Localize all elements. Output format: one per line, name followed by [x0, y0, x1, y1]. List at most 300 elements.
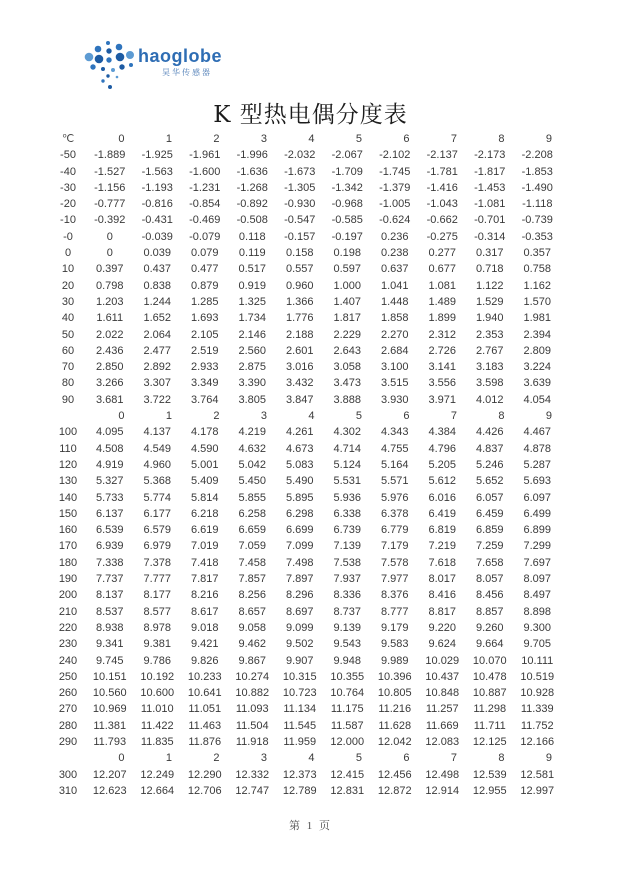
unit-header-cell	[50, 408, 86, 424]
value-cell: 5.450	[238, 475, 267, 488]
value-cell: 4.095	[95, 426, 124, 439]
value-cell: 5.124	[333, 458, 362, 471]
value-cell: -2.032	[284, 149, 316, 162]
value-cell: 5.936	[333, 491, 362, 504]
value-cell: 0	[106, 230, 113, 243]
column-header-cell: 3	[260, 752, 267, 765]
value-cell: -1.925	[141, 149, 173, 162]
value-cell: 9.220	[428, 621, 457, 634]
value-cell: 12.914	[425, 784, 460, 797]
value-cell: 5.327	[95, 475, 124, 488]
value-cell: 10.723	[282, 687, 317, 700]
value-cell: 4.054	[523, 393, 552, 406]
value-cell: 8.256	[238, 589, 267, 602]
value-cell: 1.899	[428, 312, 457, 325]
value-cell: 12.249	[140, 768, 175, 781]
column-header-cell: 2	[213, 752, 220, 765]
value-cell: 3.805	[238, 393, 267, 406]
value-cell: 11.959	[283, 735, 317, 748]
value-cell: -0.701	[474, 214, 506, 227]
value-cell: -1.889	[94, 149, 126, 162]
value-cell: 7.977	[380, 573, 409, 586]
column-header-cell: 3	[260, 133, 267, 145]
table-row	[50, 767, 561, 783]
column-header-cell: 4	[308, 410, 315, 423]
column-header-cell: 6	[403, 133, 410, 145]
value-cell: 1.611	[96, 312, 124, 325]
value-cell: 7.538	[333, 556, 362, 569]
value-cell: 3.722	[143, 393, 172, 406]
table-row	[50, 359, 561, 375]
column-header-cell: 5	[355, 133, 362, 145]
value-cell: 7.179	[380, 540, 409, 553]
value-cell: 7.697	[523, 556, 552, 569]
value-cell: 10.600	[140, 687, 175, 700]
column-header-cell: 6	[403, 410, 410, 423]
value-cell: 3.432	[285, 377, 314, 390]
value-cell: 9.300	[523, 621, 552, 634]
value-cell: -1.600	[189, 165, 221, 178]
thermocouple-table	[50, 131, 561, 799]
value-cell: 9.543	[333, 638, 362, 651]
value-cell: 2.064	[143, 328, 172, 341]
value-cell: 7.777	[143, 573, 172, 586]
value-cell: 3.888	[333, 393, 362, 406]
value-cell: 10.029	[425, 654, 460, 667]
value-cell: 2.022	[95, 328, 124, 341]
table-row	[50, 587, 561, 603]
value-cell: 10.848	[425, 687, 460, 700]
value-cell: 10.315	[282, 670, 317, 683]
value-cell: 2.519	[190, 344, 219, 357]
value-cell: 6.097	[523, 491, 552, 504]
value-cell: 8.777	[380, 605, 409, 618]
temperature-cell: 140	[58, 491, 78, 504]
value-cell: 3.681	[95, 393, 124, 406]
value-cell: 8.057	[475, 573, 504, 586]
value-cell: 1.652	[143, 312, 172, 325]
value-cell: 4.426	[475, 426, 504, 439]
value-cell: 5.976	[380, 491, 409, 504]
value-cell: 11.051	[188, 703, 222, 716]
value-cell: -1.379	[379, 181, 411, 194]
value-cell: 6.739	[333, 524, 362, 537]
value-cell: 3.058	[333, 361, 362, 374]
temperature-cell: 310	[58, 784, 78, 797]
value-cell: 1.817	[333, 312, 362, 325]
value-cell: -0.662	[426, 214, 458, 227]
value-cell: 6.619	[190, 524, 219, 537]
value-cell: -0.392	[94, 214, 126, 227]
temperature-cell: 230	[58, 638, 78, 651]
value-cell: 1.162	[523, 279, 552, 292]
temperature-cell: 150	[58, 507, 78, 520]
table-row	[50, 522, 561, 538]
value-cell: 5.531	[333, 475, 362, 488]
temperature-cell: 270	[58, 703, 78, 716]
value-cell: -1.996	[236, 149, 268, 162]
value-cell: 1.325	[238, 295, 267, 308]
value-cell: 3.349	[190, 377, 219, 390]
value-cell: 7.139	[333, 540, 362, 553]
value-cell: 12.581	[520, 768, 555, 781]
value-cell: 2.394	[523, 328, 552, 341]
table-header-row	[50, 408, 561, 424]
temperature-cell: 220	[58, 621, 78, 634]
temperature-cell: 300	[58, 768, 78, 781]
column-header-cell: 9	[545, 410, 552, 423]
column-header-cell: 3	[260, 410, 267, 423]
value-cell: 2.188	[285, 328, 314, 341]
value-cell: 0.879	[190, 279, 219, 292]
table-header-row	[50, 750, 561, 766]
table-row	[50, 212, 561, 228]
page-number: 第 1 页	[289, 820, 332, 832]
value-cell: -1.305	[284, 181, 316, 194]
value-cell: 8.216	[190, 589, 219, 602]
table-row	[50, 278, 561, 294]
value-cell: 7.618	[428, 556, 457, 569]
value-cell: 4.632	[238, 442, 267, 455]
value-cell: 0.758	[523, 263, 552, 276]
value-cell: -1.043	[426, 198, 458, 211]
value-cell: 11.504	[235, 719, 269, 732]
value-cell: 0.039	[143, 247, 172, 260]
value-cell: 0.397	[95, 263, 124, 276]
value-cell: 10.764	[330, 687, 365, 700]
value-cell: 12.831	[330, 784, 365, 797]
value-cell: -0.039	[141, 230, 173, 243]
value-cell: 10.151	[92, 670, 127, 683]
value-cell: 6.859	[475, 524, 504, 537]
value-cell: 4.302	[333, 426, 362, 439]
value-cell: -1.156	[94, 181, 126, 194]
value-cell: 7.937	[333, 573, 362, 586]
value-cell: 12.125	[472, 735, 507, 748]
temperature-cell: -0	[63, 230, 73, 243]
value-cell: 11.587	[330, 719, 364, 732]
value-cell: 12.000	[330, 735, 365, 748]
value-cell: 6.378	[380, 507, 409, 520]
value-cell: 8.737	[333, 605, 362, 618]
value-cell: -1.231	[189, 181, 221, 194]
value-cell: -1.636	[236, 165, 268, 178]
value-cell: 7.219	[428, 540, 457, 553]
value-cell: 11.669	[425, 719, 459, 732]
value-cell: 4.219	[238, 426, 267, 439]
value-cell: 4.261	[285, 426, 314, 439]
temperature-cell: 70	[61, 361, 75, 374]
value-cell: 5.490	[285, 475, 314, 488]
value-cell: -0.314	[474, 230, 506, 243]
value-cell: -0.892	[236, 198, 268, 211]
value-cell: 12.083	[425, 735, 460, 748]
column-header-cell: 5	[355, 752, 362, 765]
value-cell: 4.384	[428, 426, 457, 439]
value-cell: 12.373	[282, 768, 317, 781]
value-cell: 10.805	[377, 687, 412, 700]
value-cell: 2.477	[143, 344, 172, 357]
value-cell: 8.017	[428, 573, 457, 586]
table-row	[50, 343, 561, 359]
value-cell: 10.887	[472, 687, 507, 700]
value-cell: 7.338	[95, 556, 124, 569]
value-cell: 12.207	[92, 768, 127, 781]
value-cell: 12.623	[92, 784, 127, 797]
value-cell: -1.453	[474, 181, 506, 194]
value-cell: -0.777	[94, 198, 126, 211]
value-cell: 9.502	[285, 638, 314, 651]
value-cell: 4.755	[380, 442, 409, 455]
value-cell: 6.899	[523, 524, 552, 537]
value-cell: 10.437	[425, 670, 460, 683]
table-row	[50, 571, 561, 587]
column-header-cell: 8	[498, 752, 505, 765]
value-cell: 6.419	[428, 507, 457, 520]
value-cell: -1.673	[284, 165, 316, 178]
value-cell: -0.431	[141, 214, 173, 227]
table-row	[50, 653, 561, 669]
value-cell: 4.137	[143, 426, 172, 439]
value-cell: 3.266	[95, 377, 124, 390]
value-cell: 11.216	[378, 703, 412, 716]
value-cell: 3.971	[428, 393, 457, 406]
column-header-cell: 9	[545, 133, 552, 145]
value-cell: 8.577	[143, 605, 172, 618]
value-cell: 12.997	[520, 784, 555, 797]
value-cell: 12.166	[520, 735, 555, 748]
column-header-cell: 4	[308, 752, 315, 765]
table-row	[50, 604, 561, 620]
table-row	[50, 734, 561, 750]
value-cell: 11.793	[93, 735, 127, 748]
value-cell: 6.016	[428, 491, 457, 504]
temperature-cell: -30	[60, 181, 76, 194]
value-cell: 10.969	[92, 703, 127, 716]
value-cell: 4.673	[285, 442, 314, 455]
value-cell: 7.857	[238, 573, 267, 586]
brand-subtitle: 昊华传感器	[162, 68, 212, 77]
value-cell: 11.381	[93, 719, 127, 732]
value-cell: 11.093	[235, 703, 269, 716]
value-cell: 2.229	[333, 328, 362, 341]
value-cell: 11.257	[425, 703, 459, 716]
value-cell: 9.381	[143, 638, 172, 651]
table-row	[50, 229, 561, 245]
value-cell: 3.598	[475, 377, 504, 390]
column-header-cell: 1	[165, 410, 172, 423]
value-cell: 7.498	[285, 556, 314, 569]
column-header-cell: 1	[165, 752, 172, 765]
value-cell: 4.508	[95, 442, 124, 455]
value-cell: 0.277	[428, 247, 457, 260]
value-cell: 5.042	[238, 458, 267, 471]
value-cell: 0	[106, 247, 113, 260]
value-cell: 1.000	[333, 279, 362, 292]
value-cell: 2.560	[238, 344, 267, 357]
value-cell: 0.437	[143, 263, 172, 276]
value-cell: 5.571	[380, 475, 409, 488]
company-logo	[84, 38, 224, 94]
value-cell: 4.343	[380, 426, 409, 439]
table-row	[50, 294, 561, 310]
value-cell: 0.637	[380, 263, 409, 276]
value-cell: 10.111	[521, 654, 554, 667]
value-cell: 8.336	[333, 589, 362, 602]
value-cell: 5.409	[190, 475, 219, 488]
value-cell: 4.467	[523, 426, 552, 439]
value-cell: 12.539	[472, 768, 507, 781]
value-cell: 0.238	[380, 247, 409, 260]
value-cell: 7.817	[190, 573, 219, 586]
value-cell: -0.353	[521, 230, 553, 243]
value-cell: 0.517	[238, 263, 267, 276]
temperature-cell: 40	[61, 312, 75, 325]
value-cell: 3.556	[428, 377, 457, 390]
temperature-cell: 30	[61, 295, 75, 308]
value-cell: -2.102	[379, 149, 411, 162]
value-cell: 0.960	[285, 279, 314, 292]
value-cell: 12.456	[377, 768, 412, 781]
value-cell: 10.641	[187, 687, 222, 700]
value-cell: 5.652	[475, 475, 504, 488]
value-cell: -0.854	[189, 198, 221, 211]
value-cell: 0.677	[428, 263, 457, 276]
value-cell: 6.057	[475, 491, 504, 504]
value-cell: -2.067	[331, 149, 363, 162]
temperature-cell: 190	[58, 573, 78, 586]
value-cell: 12.789	[282, 784, 317, 797]
value-cell: 1.529	[475, 295, 504, 308]
value-cell: 4.714	[333, 442, 362, 455]
value-cell: 2.601	[285, 344, 314, 357]
value-cell: 8.097	[523, 573, 552, 586]
value-cell: -0.624	[379, 214, 411, 227]
value-cell: 9.867	[238, 654, 267, 667]
column-header-cell: 0	[118, 133, 125, 145]
column-header-cell: 2	[213, 410, 220, 423]
value-cell: 11.628	[378, 719, 412, 732]
value-cell: 9.179	[380, 621, 409, 634]
value-cell: 0.119	[238, 247, 266, 260]
value-cell: 0.798	[95, 279, 124, 292]
value-cell: 4.012	[475, 393, 504, 406]
value-cell: 10.396	[377, 670, 412, 683]
value-cell: 12.290	[187, 768, 222, 781]
table-row	[50, 457, 561, 473]
value-cell: 7.737	[95, 573, 124, 586]
temperature-cell: 60	[61, 344, 75, 357]
value-cell: 1.285	[190, 295, 219, 308]
value-cell: 4.960	[143, 458, 172, 471]
value-cell: 12.747	[235, 784, 270, 797]
table-row	[50, 555, 561, 571]
value-cell: 5.774	[143, 491, 172, 504]
value-cell: 9.948	[333, 654, 362, 667]
value-cell: 10.882	[235, 687, 270, 700]
value-cell: 8.938	[95, 621, 124, 634]
value-cell: -2.137	[426, 149, 458, 162]
value-cell: -0.930	[284, 198, 316, 211]
table-row	[50, 164, 561, 180]
value-cell: 2.436	[95, 344, 124, 357]
value-cell: -1.118	[522, 198, 553, 211]
value-cell: 6.459	[475, 507, 504, 520]
value-cell: 10.560	[92, 687, 127, 700]
table-row	[50, 701, 561, 717]
table-row	[50, 538, 561, 554]
table-row	[50, 506, 561, 522]
value-cell: 2.312	[428, 328, 457, 341]
temperature-cell: 50	[61, 328, 75, 341]
value-cell: 9.624	[428, 638, 457, 651]
value-cell: 1.407	[333, 295, 362, 308]
value-cell: 0.357	[523, 247, 552, 260]
value-cell: 9.260	[475, 621, 504, 634]
value-cell: 1.734	[238, 312, 267, 325]
value-cell: 0.118	[238, 230, 266, 243]
value-cell: 11.711	[473, 719, 506, 732]
logo-dots-icon	[84, 38, 136, 94]
table-row	[50, 783, 561, 799]
table-row	[50, 180, 561, 196]
column-header-cell: 1	[165, 133, 172, 145]
temperature-cell: 170	[58, 540, 78, 553]
value-cell: -1.853	[521, 165, 553, 178]
table-row	[50, 392, 561, 408]
value-cell: 12.706	[187, 784, 222, 797]
value-cell: 0.597	[333, 263, 362, 276]
value-cell: 0.079	[190, 247, 219, 260]
value-cell: -1.745	[379, 165, 411, 178]
value-cell: 8.978	[143, 621, 172, 634]
value-cell: 5.368	[143, 475, 172, 488]
value-cell: 4.178	[190, 426, 219, 439]
value-cell: 4.919	[95, 458, 124, 471]
value-cell: 5.733	[95, 491, 124, 504]
value-cell: 5.612	[428, 475, 457, 488]
value-cell: 9.664	[475, 638, 504, 651]
value-cell: 12.042	[377, 735, 412, 748]
value-cell: 1.489	[428, 295, 457, 308]
value-cell: 9.826	[190, 654, 219, 667]
value-cell: -1.817	[474, 165, 506, 178]
value-cell: 8.857	[475, 605, 504, 618]
value-cell: 8.456	[475, 589, 504, 602]
value-cell: -0.469	[189, 214, 221, 227]
value-cell: -1.081	[474, 198, 506, 211]
value-cell: 6.939	[95, 540, 124, 553]
value-cell: 6.177	[143, 507, 172, 520]
value-cell: 9.786	[143, 654, 172, 667]
temperature-cell: 110	[59, 442, 77, 455]
value-cell: 5.693	[523, 475, 552, 488]
value-cell: 9.705	[523, 638, 552, 651]
temperature-cell: 180	[58, 556, 78, 569]
value-cell: 1.448	[380, 295, 409, 308]
value-cell: 6.137	[95, 507, 124, 520]
table-row	[50, 620, 561, 636]
value-cell: 0.236	[380, 230, 409, 243]
column-header-cell: 0	[118, 752, 125, 765]
value-cell: -2.173	[474, 149, 506, 162]
value-cell: -0.547	[284, 214, 316, 227]
table-row	[50, 685, 561, 701]
value-cell: 6.499	[523, 507, 552, 520]
value-cell: 11.918	[235, 735, 269, 748]
value-cell: -2.208	[521, 149, 553, 162]
table-row	[50, 473, 561, 489]
